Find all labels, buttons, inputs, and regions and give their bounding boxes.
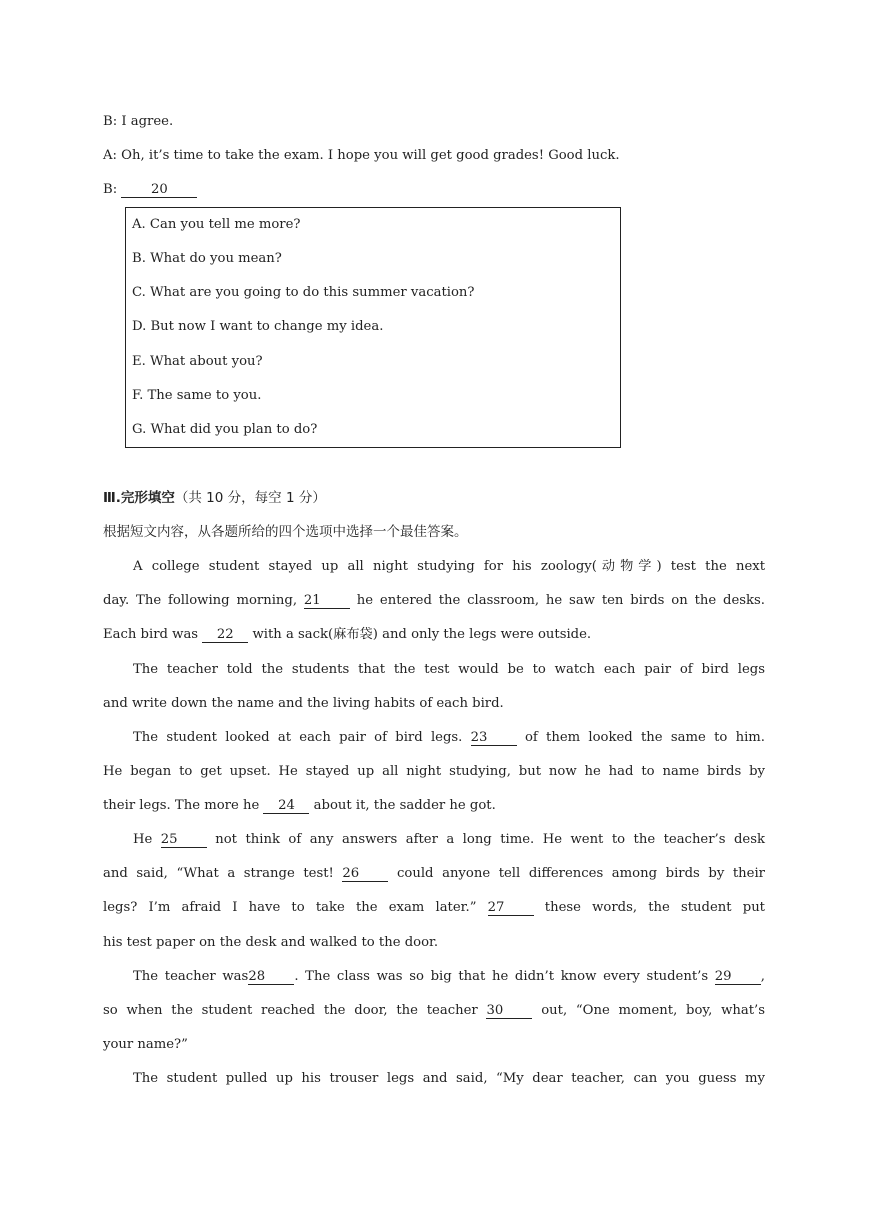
passage-text: could anyone tell differences among birds by their xyxy=(397,866,765,881)
passage-text: The student looked at each pair of bird legs. xyxy=(133,730,463,745)
passage-text: He xyxy=(133,832,153,847)
option-b: B. What do you mean? xyxy=(132,251,282,266)
passage-text: he entered the classroom, he saw ten birds on the desks. xyxy=(356,593,765,608)
section-note: （共 10 分，每空 1 分） xyxy=(174,490,326,506)
option-a: A. Can you tell me more? xyxy=(132,217,301,232)
section-heading xyxy=(103,489,765,508)
passage-text: not think of any answers after a long time. He went to the teacher’s desk xyxy=(215,832,765,847)
passage-line-11 xyxy=(103,899,765,917)
section-instruction: 根据短文内容，从各题所给的四个选项中选择一个最佳答案。 xyxy=(103,524,468,540)
passage-line-9 xyxy=(133,831,765,849)
speaker-label: B: xyxy=(103,114,118,129)
passage-text: about it, the sadder he got. xyxy=(313,798,496,813)
passage-line-10 xyxy=(103,865,765,883)
answer-blank-28[interactable]: 28 xyxy=(248,969,294,985)
passage-line-2 xyxy=(103,592,765,610)
dialogue-line-3 xyxy=(103,181,765,199)
dialogue-text: Oh, it’s time to take the exam. I hope you will get good grades! Good luck. xyxy=(121,148,620,163)
dialogue-text: I agree. xyxy=(121,114,174,129)
passage-line-16: The student pulled up his trouser legs and said, “My dear teacher, can you guess my xyxy=(133,1071,765,1086)
passage-text: their legs. The more he xyxy=(103,798,260,813)
answer-blank-24[interactable]: 24 xyxy=(263,798,309,814)
dialogue-line-1 xyxy=(103,113,765,131)
speaker-label: B: xyxy=(103,182,118,197)
answer-blank-23[interactable]: 23 xyxy=(471,730,517,746)
passage-text: The teacher was xyxy=(133,969,249,984)
speaker-label: A: xyxy=(103,148,117,163)
passage-text: with a sack(麻布袋) and only the legs were outside. xyxy=(252,627,592,642)
passage-line-1: A college student stayed up all night studying for his zoology(动物学) test the next xyxy=(133,559,765,574)
answer-blank-20[interactable]: 20 xyxy=(121,182,197,198)
passage-text: day. The following morning, xyxy=(103,593,298,608)
option-f: F. The same to you. xyxy=(132,388,262,403)
answer-blank-27[interactable]: 27 xyxy=(488,900,534,916)
passage-line-3 xyxy=(103,626,765,644)
dialogue-line-2 xyxy=(103,147,765,165)
passage-text: legs? I’m afraid I have to take the exam later.” xyxy=(103,900,477,915)
passage-line-4: The teacher told the students that the test would be to watch each pair of bird legs xyxy=(133,662,765,677)
passage-text: . The class was so big that he didn’t know every student’s xyxy=(294,969,709,984)
answer-blank-21[interactable]: 21 xyxy=(304,593,350,609)
passage-text: out, “One moment, boy, what’s xyxy=(541,1003,765,1018)
passage-line-5: and write down the name and the living habits of each bird. xyxy=(103,696,504,711)
passage-text: so when the student reached the door, the teacher xyxy=(103,1003,478,1018)
passage-line-6 xyxy=(133,729,765,747)
passage-line-8 xyxy=(103,797,765,815)
answer-blank-30[interactable]: 30 xyxy=(486,1003,532,1019)
option-c: C. What are you going to do this summer vacation? xyxy=(132,285,475,300)
answer-blank-25[interactable]: 25 xyxy=(161,832,207,848)
option-d: D. But now I want to change my idea. xyxy=(132,319,384,334)
passage-line-13 xyxy=(133,968,765,986)
answer-blank-22[interactable]: 22 xyxy=(202,627,248,643)
passage-text: Each bird was xyxy=(103,627,199,642)
answer-blank-29[interactable]: 29 xyxy=(715,969,761,985)
passage-text: of them looked the same to him. xyxy=(524,730,765,745)
passage-text: , xyxy=(760,969,765,984)
options-box xyxy=(125,207,621,448)
section-title: Ⅲ.完形填空 xyxy=(103,490,175,506)
passage-text: these words, the student put xyxy=(544,900,765,915)
passage-line-7: He began to get upset. He stayed up all night studying, but now he had to name birds by xyxy=(103,764,765,779)
passage-line-12: his test paper on the desk and walked to the door. xyxy=(103,935,439,950)
passage-text: and said, “What a strange test! xyxy=(103,866,334,881)
answer-blank-26[interactable]: 26 xyxy=(342,866,388,882)
passage-line-15: your name?” xyxy=(103,1037,188,1052)
passage-line-14 xyxy=(103,1002,765,1020)
option-g: G. What did you plan to do? xyxy=(132,422,318,437)
option-e: E. What about you? xyxy=(132,354,263,369)
